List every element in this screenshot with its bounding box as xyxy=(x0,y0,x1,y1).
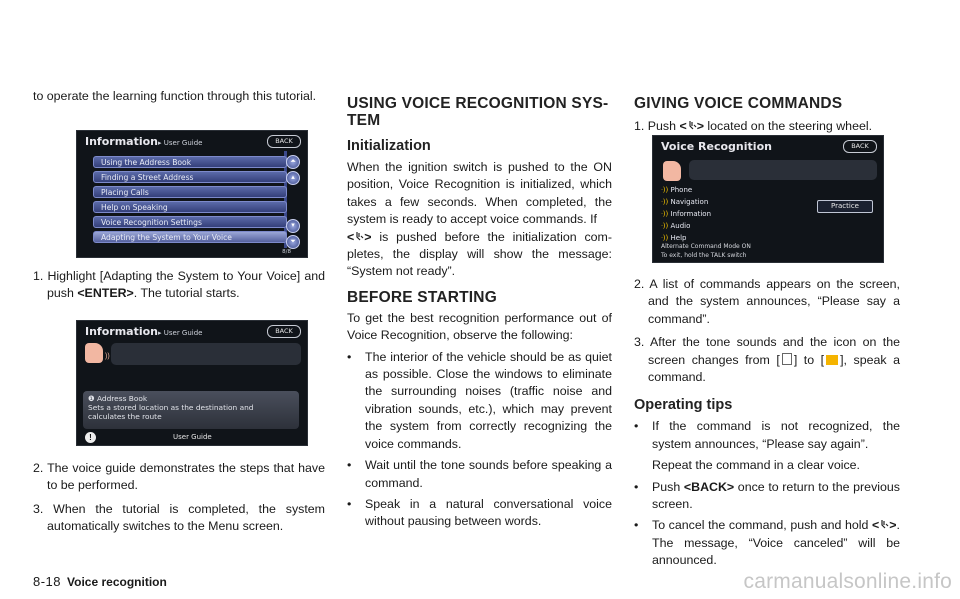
status-bar xyxy=(111,343,301,365)
bullet-item: • The interior of the vehicle should be as quiet as possible. Close the windows to eliminate the surrounding noises (traffic noise and vibration sounds, etc.), which may prevent the system from correctly recognizing the voice commands. xyxy=(347,349,612,451)
heading-before-starting: BEFORE STARTING xyxy=(347,288,497,306)
section-name: Voice recognition xyxy=(67,575,167,589)
screen-address-book-guide xyxy=(76,320,308,446)
initialization-text: When the ignition switch is pushed to the ON position, Voice Recognition is initialized, which takes a few seconds. When completed, the system is ready to accept voice commands. If < > is pushed before the initialization com-pletes, the display will show the message: “System not ready”. xyxy=(347,160,612,279)
watermark: carmanualsonline.info xyxy=(743,570,952,593)
alternate-mode-status: Alternate Command Mode ON xyxy=(661,243,751,250)
menu-item-help-speaking[interactable]: Help on Speaking xyxy=(93,201,287,213)
tip-repeat-text: Repeat the command in a clear voice. xyxy=(652,458,860,473)
talk-switch-icon xyxy=(354,231,364,242)
page-number: 8-18 xyxy=(33,574,62,589)
scroll-down-icon[interactable]: ▾ xyxy=(286,219,300,233)
steps-2-3 xyxy=(33,460,325,536)
scroll-bottom-icon[interactable]: ⏷ xyxy=(286,235,300,249)
screen-title: Voice Recognition xyxy=(661,140,772,153)
menu-item-placing-calls[interactable]: Placing Calls xyxy=(93,186,287,198)
heading-giving-voice-commands: GIVING VOICE COMMANDS xyxy=(634,95,843,112)
step1-block xyxy=(33,268,325,303)
heading-using-voice-recognition: USING VOICE RECOGNITION SYS-TEM xyxy=(347,95,609,129)
info-icon: ❶ xyxy=(88,394,97,403)
step-2: 2. The voice guide demonstrates the steps that have to be performed. xyxy=(33,461,325,493)
bullet-item: • If the command is not recognized, the system announces, “Please say again”. xyxy=(634,419,900,451)
command-phone[interactable]: ᐧ)) Phone xyxy=(661,186,693,194)
back-button[interactable]: BACK xyxy=(843,140,877,153)
menu-item-vr-settings[interactable]: Voice Recognition Settings xyxy=(93,216,287,228)
voice-idle-icon xyxy=(782,353,792,365)
scroll-up-icon[interactable]: ▴ xyxy=(286,171,300,185)
user-guide-label: User Guide xyxy=(173,433,212,441)
guide-box xyxy=(83,391,299,429)
exit-hint: To exit, hold the TALK switch xyxy=(661,252,747,259)
guide-box-line1: Sets a stored location as the destination and xyxy=(88,403,254,412)
menu-item-street-address[interactable]: Finding a Street Address xyxy=(93,171,287,183)
step-1: 1. Highlight [Adapting the System to Your Voice] and push <ENTER>. The tutorial starts. xyxy=(33,269,325,301)
heading-initialization: Initialization xyxy=(347,138,431,154)
talk-switch-icon xyxy=(687,120,697,131)
voice-status-icon xyxy=(663,161,681,181)
heading-operating-tips: Operating tips xyxy=(634,397,733,414)
status-bar xyxy=(689,160,877,180)
guide-box-title: ❶ Address Book xyxy=(88,394,148,403)
talk-switch-icon xyxy=(879,519,889,530)
command-information[interactable]: ᐧ)) Information xyxy=(661,210,712,218)
voice-status-icon xyxy=(85,343,103,363)
back-button[interactable]: BACK xyxy=(267,325,301,338)
scroll-top-icon[interactable]: ⏶ xyxy=(286,155,300,169)
command-help[interactable]: ᐧ)) Help xyxy=(661,234,687,242)
bullet-item: • To cancel the command, push and hold < >. The message, “Voice canceled” will be announced. xyxy=(634,518,900,568)
command-audio[interactable]: ᐧ)) Audio xyxy=(661,222,691,230)
step-3: 3. When the tutorial is completed, the system automatically switches to the Menu screen. xyxy=(33,501,325,534)
speech-waves-icon: )) xyxy=(105,353,110,360)
screen-user-guide-menu xyxy=(76,130,308,258)
guide-box-line2: calculates the route xyxy=(88,412,162,421)
bullet-item: • Wait until the tone sounds before speaking a command. xyxy=(347,458,612,490)
command-navigation[interactable]: ᐧ)) Navigation xyxy=(661,198,709,206)
page-footer xyxy=(33,574,167,589)
voice-ready-icon xyxy=(826,355,838,365)
step-3: 3. After the tone sounds and the icon on the screen changes from [ ] to [ ], speak a command. xyxy=(634,335,900,385)
intro-text: to operate the learning function through this tutorial. xyxy=(33,89,317,103)
back-button[interactable]: BACK xyxy=(267,135,301,148)
screen-title: Information▸ User Guide xyxy=(85,135,203,148)
column-1 xyxy=(33,88,325,105)
alert-icon: ! xyxy=(85,432,96,443)
column-3 xyxy=(634,95,900,135)
step-1: 1. Push < > located on the steering wheel. xyxy=(634,119,873,133)
before-starting-text: To get the best recognition performance out of Voice Recognition, observe the following: xyxy=(347,310,612,343)
column-2 xyxy=(347,95,612,531)
practice-button[interactable]: Practice xyxy=(817,200,873,213)
bullet-item: • Push <BACK> once to return to the previous screen. xyxy=(634,479,900,512)
bullet-item: • Speak in a natural conversational voice without pausing between words. xyxy=(347,496,612,529)
column-3-lower xyxy=(634,276,900,570)
menu-item-adapting-system[interactable]: Adapting the System to Your Voice xyxy=(93,231,287,243)
page-indicator: 8/8 xyxy=(282,249,291,255)
screen-title: Information▸ User Guide xyxy=(85,325,203,338)
step-2: 2. A list of commands appears on the screen, and the system announces, “Please say a command”. xyxy=(634,277,900,326)
menu-item-address-book[interactable]: Using the Address Book xyxy=(93,156,287,168)
screen-voice-recognition xyxy=(652,135,884,263)
command-list xyxy=(661,184,811,244)
